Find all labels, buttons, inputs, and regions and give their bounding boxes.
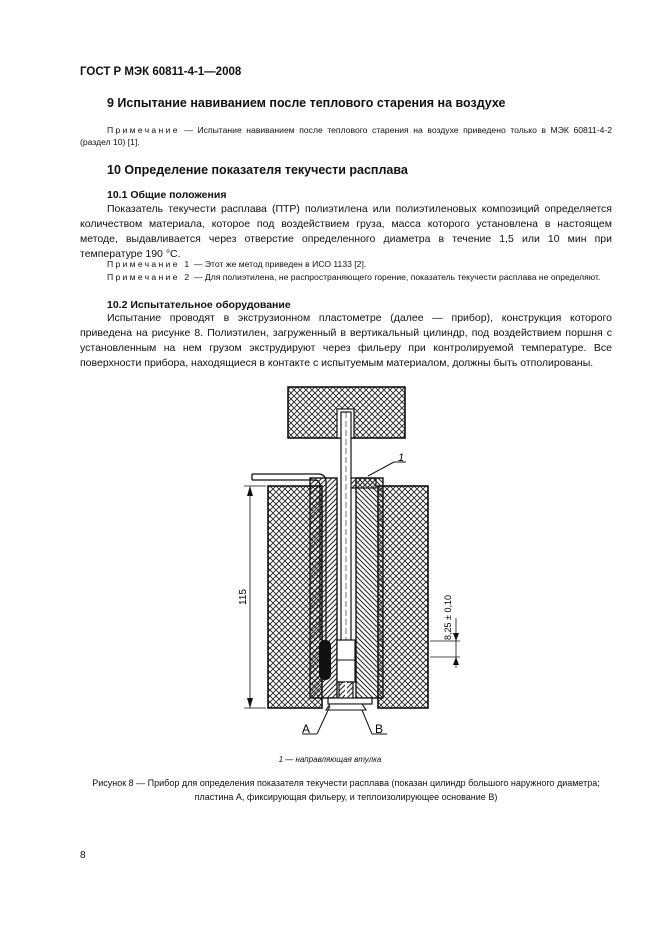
piston-head [337, 640, 355, 682]
section-9-title: 9 Испытание навиванием после теплового старения на воздухе [107, 96, 506, 110]
figure-legend: 1 — направляющая втулка [278, 755, 382, 764]
dimension-die: 8,25 ± 0,10 [443, 595, 453, 640]
note-2-text: — Для полиэтилена, не распространяющего горение, показатель текучести расплава не определяют. [191, 272, 601, 282]
subsection-10-2-paragraph: Испытание проводят в экструзионном пластометре (далее — прибор), конструкция которого приведена на рисунке 8. Полиэтилен, загруженный в вертикальный цилиндр, под воздействием поршня с установленным на нем грузом экструдируют через фильеру при контролируемой температуре. Все поверхности прибора, находящиеся в контакте с испытуемым материалом, должны быть отполированы. [80, 312, 612, 369]
note-label: Примечание [107, 125, 180, 135]
note-1-label: Примечание 1 [107, 259, 192, 269]
note-1-text: — Этот же метод приведен в ИСО 1133 [2]. [191, 259, 367, 269]
subsection-10-1-paragraph: Показатель текучести расплава (ПТР) полиэтилена или полиэтиленовых композиций определяется количеством материала, которое под воздействием груза, масса которого установлена в настоящем методе, выдавливается через отверстие определенного диаметра в течение 1,5 или 10 мин при температуре 190 °С. [80, 203, 612, 260]
section-10-title: 10 Определение показателя текучести расплава [107, 163, 408, 177]
cylinder-wall-right [356, 478, 383, 698]
label-1: 1 [398, 452, 405, 464]
subsection-10-2-title: 10.2 Испытательное оборудование [107, 299, 291, 311]
subsection-10-1-title: 10.1 Общие положения [107, 189, 227, 201]
plate-a [328, 698, 372, 704]
label-a: A [302, 722, 311, 736]
figure-caption: Рисунок 8 — Прибор для определения показателя текучести расплава (показан цилиндр большого наружного диаметра; пластина А, фиксирующая фильеру, и теплоизолирующее основание В) [92, 778, 600, 802]
document-header: ГОСТ Р МЭК 60811-4-1—2008 [80, 66, 242, 78]
guide-sleeve [348, 478, 376, 488]
page-number: 8 [80, 850, 86, 861]
insulation-right [378, 486, 428, 708]
note-2-label: Примечание 2 [107, 272, 192, 282]
dimension-height: 115 [238, 589, 249, 605]
thermometer-bulb [319, 640, 331, 680]
base-b [326, 704, 366, 710]
label-b: B [375, 722, 384, 736]
note-text: — Испытание навиванием после теплового старения на воздухе приведено только в МЭК 60811-4-2 (раздел 10) [1]. [80, 125, 612, 147]
